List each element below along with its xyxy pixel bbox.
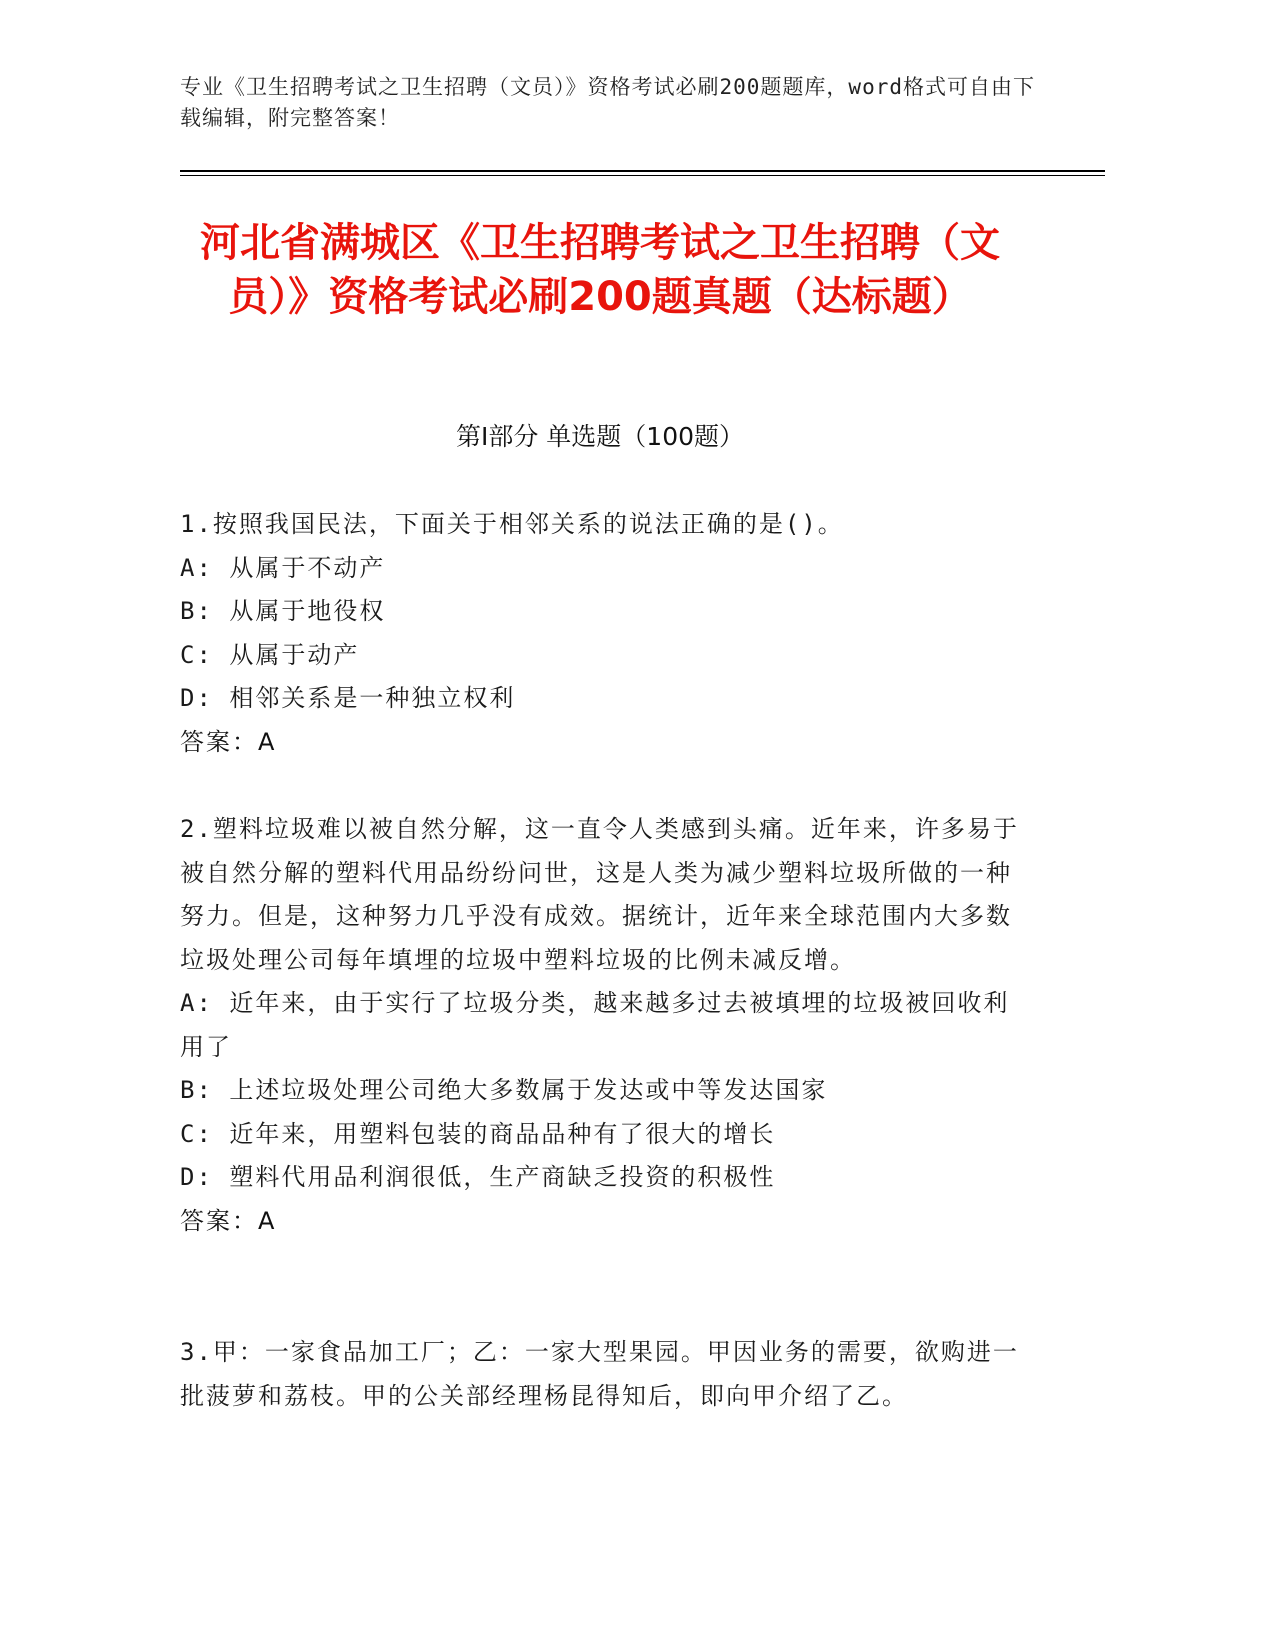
header-divider-thin <box>180 175 1105 176</box>
option-a: A: 从属于不动产 <box>180 553 386 582</box>
header-divider-thick <box>180 170 1105 172</box>
question-1 <box>180 503 1030 764</box>
answer-line: 答案：A <box>180 1206 277 1235</box>
option-b: B: 上述垃圾处理公司绝大多数属于发达或中等发达国家 <box>180 1076 828 1104</box>
option-c: C: 近年来，用塑料包装的商品品种有了很大的增长 <box>180 1119 776 1148</box>
section-heading: 第I部分 单选题（100题） <box>455 422 745 451</box>
question-stem: 3.甲：一家食品加工厂；乙：一家大型果园。甲因业务的需要，欲购进一批菠萝和荔枝。甲的公关部经理杨昆得知后，即向甲介绍了乙。 <box>180 1338 1019 1410</box>
question-3 <box>180 1331 1030 1418</box>
option-d: D: 相邻关系是一种独立权利 <box>180 684 516 712</box>
option-d: D: 塑料代用品利润很低，生产商缺乏投资的积极性 <box>180 1163 776 1191</box>
header-note: 专业《卫生招聘考试之卫生招聘（文员）》资格考试必刷200题题库，word格式可自由下载编辑，附完整答案！ <box>180 75 1035 130</box>
option-a: A: 近年来，由于实行了垃圾分类，越来越多过去被填埋的垃圾被回收利用了 <box>180 989 1010 1061</box>
question-2 <box>180 808 1030 1243</box>
answer-line: 答案：A <box>180 727 277 756</box>
option-c: C: 从属于动产 <box>180 640 360 669</box>
option-b: B: 从属于地役权 <box>180 597 386 625</box>
question-stem: 2.塑料垃圾难以被自然分解，这一直令人类感到头痛。近年来，许多易于被自然分解的塑料代用品纷纷问世，这是人类为减少塑料垃圾所做的一种努力。但是，这种努力几乎没有成效。据统计，近年来全球范围内大多数垃圾处理公司每年填埋的垃圾中塑料垃圾的比例未减反增。 <box>180 815 1019 974</box>
question-stem: 1.按照我国民法，下面关于相邻关系的说法正确的是()。 <box>180 510 844 538</box>
document-title: 河北省满城区《卫生招聘考试之卫生招聘（文员）》资格考试必刷200题真题（达标题） <box>200 220 1000 320</box>
